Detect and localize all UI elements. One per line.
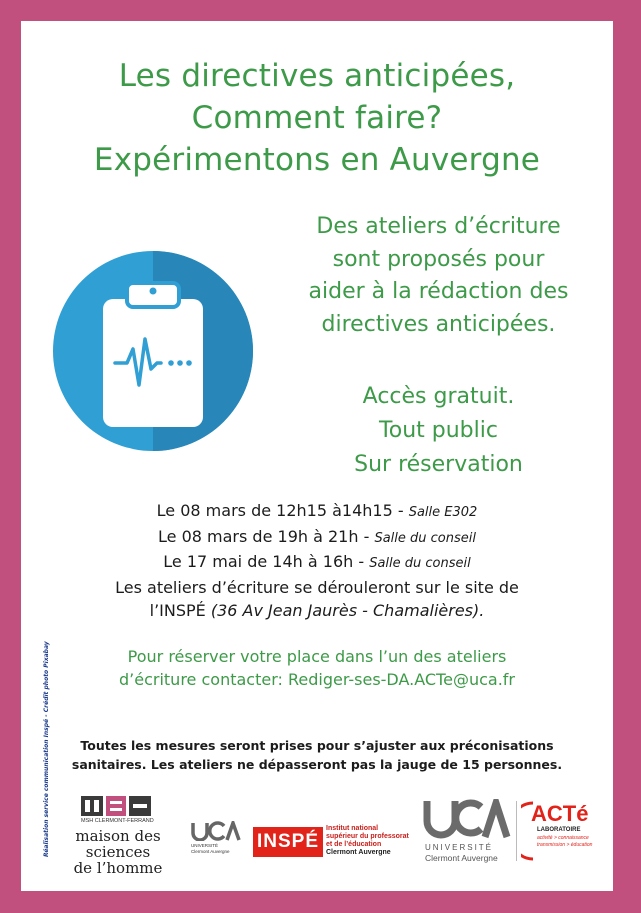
intro-line-2: sont proposés pour	[332, 246, 545, 272]
session-schedule	[21, 499, 613, 623]
title-line-2: Comment faire?	[191, 100, 443, 136]
inspe-text	[326, 825, 409, 857]
credit-text: Réalisation service communication Inspé - Crédit photo Pixabay	[43, 641, 50, 857]
access-info	[276, 380, 601, 482]
inspe-line-3: et de l’éducation	[326, 841, 382, 848]
location-prefix: l’INSPÉ	[149, 601, 211, 620]
poster-title	[21, 55, 613, 181]
intro-text	[276, 211, 601, 341]
session-when: Le 17 mai de 14h à 16h -	[163, 552, 370, 571]
acte-name: ACTé	[531, 801, 589, 826]
uca-small-sub	[191, 843, 230, 855]
msh-logo	[53, 790, 183, 877]
inspe-line-2: supérieur du professorat	[326, 833, 409, 840]
session-item	[21, 499, 613, 525]
inspe-mark: INSPÉ	[253, 827, 323, 857]
title-line-1: Les directives anticipées,	[118, 58, 516, 94]
msh-name-line-2: de l’homme	[73, 859, 163, 877]
reserve-line-1: Pour réserver votre place dans l’un des ateliers	[127, 647, 507, 666]
session-when: Le 08 mars de 12h15 à14h15 -	[156, 501, 409, 520]
location-line-1: Les ateliers d’écriture se dérouleront sur le site de	[115, 577, 519, 597]
location-line-2	[21, 599, 613, 623]
reservation-info	[21, 645, 613, 691]
uca-big-sub-1: UNIVERSITÉ	[425, 843, 494, 852]
intro-line-1: Des ateliers d’écriture	[316, 214, 561, 239]
acte-tag-2: transmission > éducation	[537, 841, 593, 848]
uca-small-mark-icon	[191, 821, 241, 841]
notice-line-2: sanitaires. Les ateliers ne dépasseront pas la jauge de 15 personnes.	[71, 757, 563, 772]
session-room: Salle du conseil	[374, 530, 476, 546]
inspe-logo	[253, 825, 423, 859]
poster	[21, 21, 613, 891]
title-line-3: Expérimentons en Auvergne	[93, 142, 541, 178]
uca-big-mark-icon	[423, 799, 511, 839]
sanitary-notice	[21, 736, 613, 774]
reserve-line-2: d’écriture contacter: Rediger-ses-DA.ACTe@uca.fr	[119, 670, 515, 689]
intro-line-3: aider à la rédaction des	[308, 279, 569, 304]
location-address: (36 Av Jean Jaurès - Chamalières).	[210, 601, 485, 620]
msh-name-line-1: maison des sciences	[75, 827, 161, 861]
access-line-2: Tout public	[379, 418, 498, 443]
acte-lab: LABORATOIRE	[537, 827, 581, 833]
uca-small-logo	[191, 821, 246, 861]
session-room: Salle du conseil	[369, 556, 471, 571]
logo-divider	[516, 801, 517, 861]
uca-big-logo	[423, 799, 513, 869]
intro-line-4: directives anticipées.	[321, 311, 556, 337]
uca-small-sub-2: Clermont Auvergne	[191, 849, 230, 854]
uca-small-sub-1: UNIVERSITÉ	[191, 843, 219, 848]
notice-line-1: Toutes les mesures seront prises pour s’ajuster aux préconisations	[80, 738, 554, 753]
uca-big-sub-2: Clermont Auvergne	[425, 853, 498, 863]
msh-mark-icon	[81, 794, 153, 818]
acte-tagline	[537, 835, 592, 848]
acte-logo	[521, 799, 611, 869]
inspe-line-1: Institut national	[326, 825, 379, 832]
acte-tag-1: activité > connaissance	[537, 835, 589, 841]
inspe-line-4: Clermont Auvergne	[326, 849, 391, 856]
access-line-3: Sur réservation	[354, 452, 523, 477]
access-line-1: Accès gratuit.	[362, 384, 515, 409]
msh-sub: MSH CLERMONT-FERRAND	[81, 818, 154, 824]
session-when: Le 08 mars de 19h à 21h -	[158, 526, 375, 546]
msh-name	[53, 828, 183, 876]
session-item	[21, 550, 613, 576]
session-item	[21, 525, 613, 551]
session-room: Salle E302	[408, 505, 478, 520]
clipboard-heartbeat-icon	[53, 251, 253, 451]
